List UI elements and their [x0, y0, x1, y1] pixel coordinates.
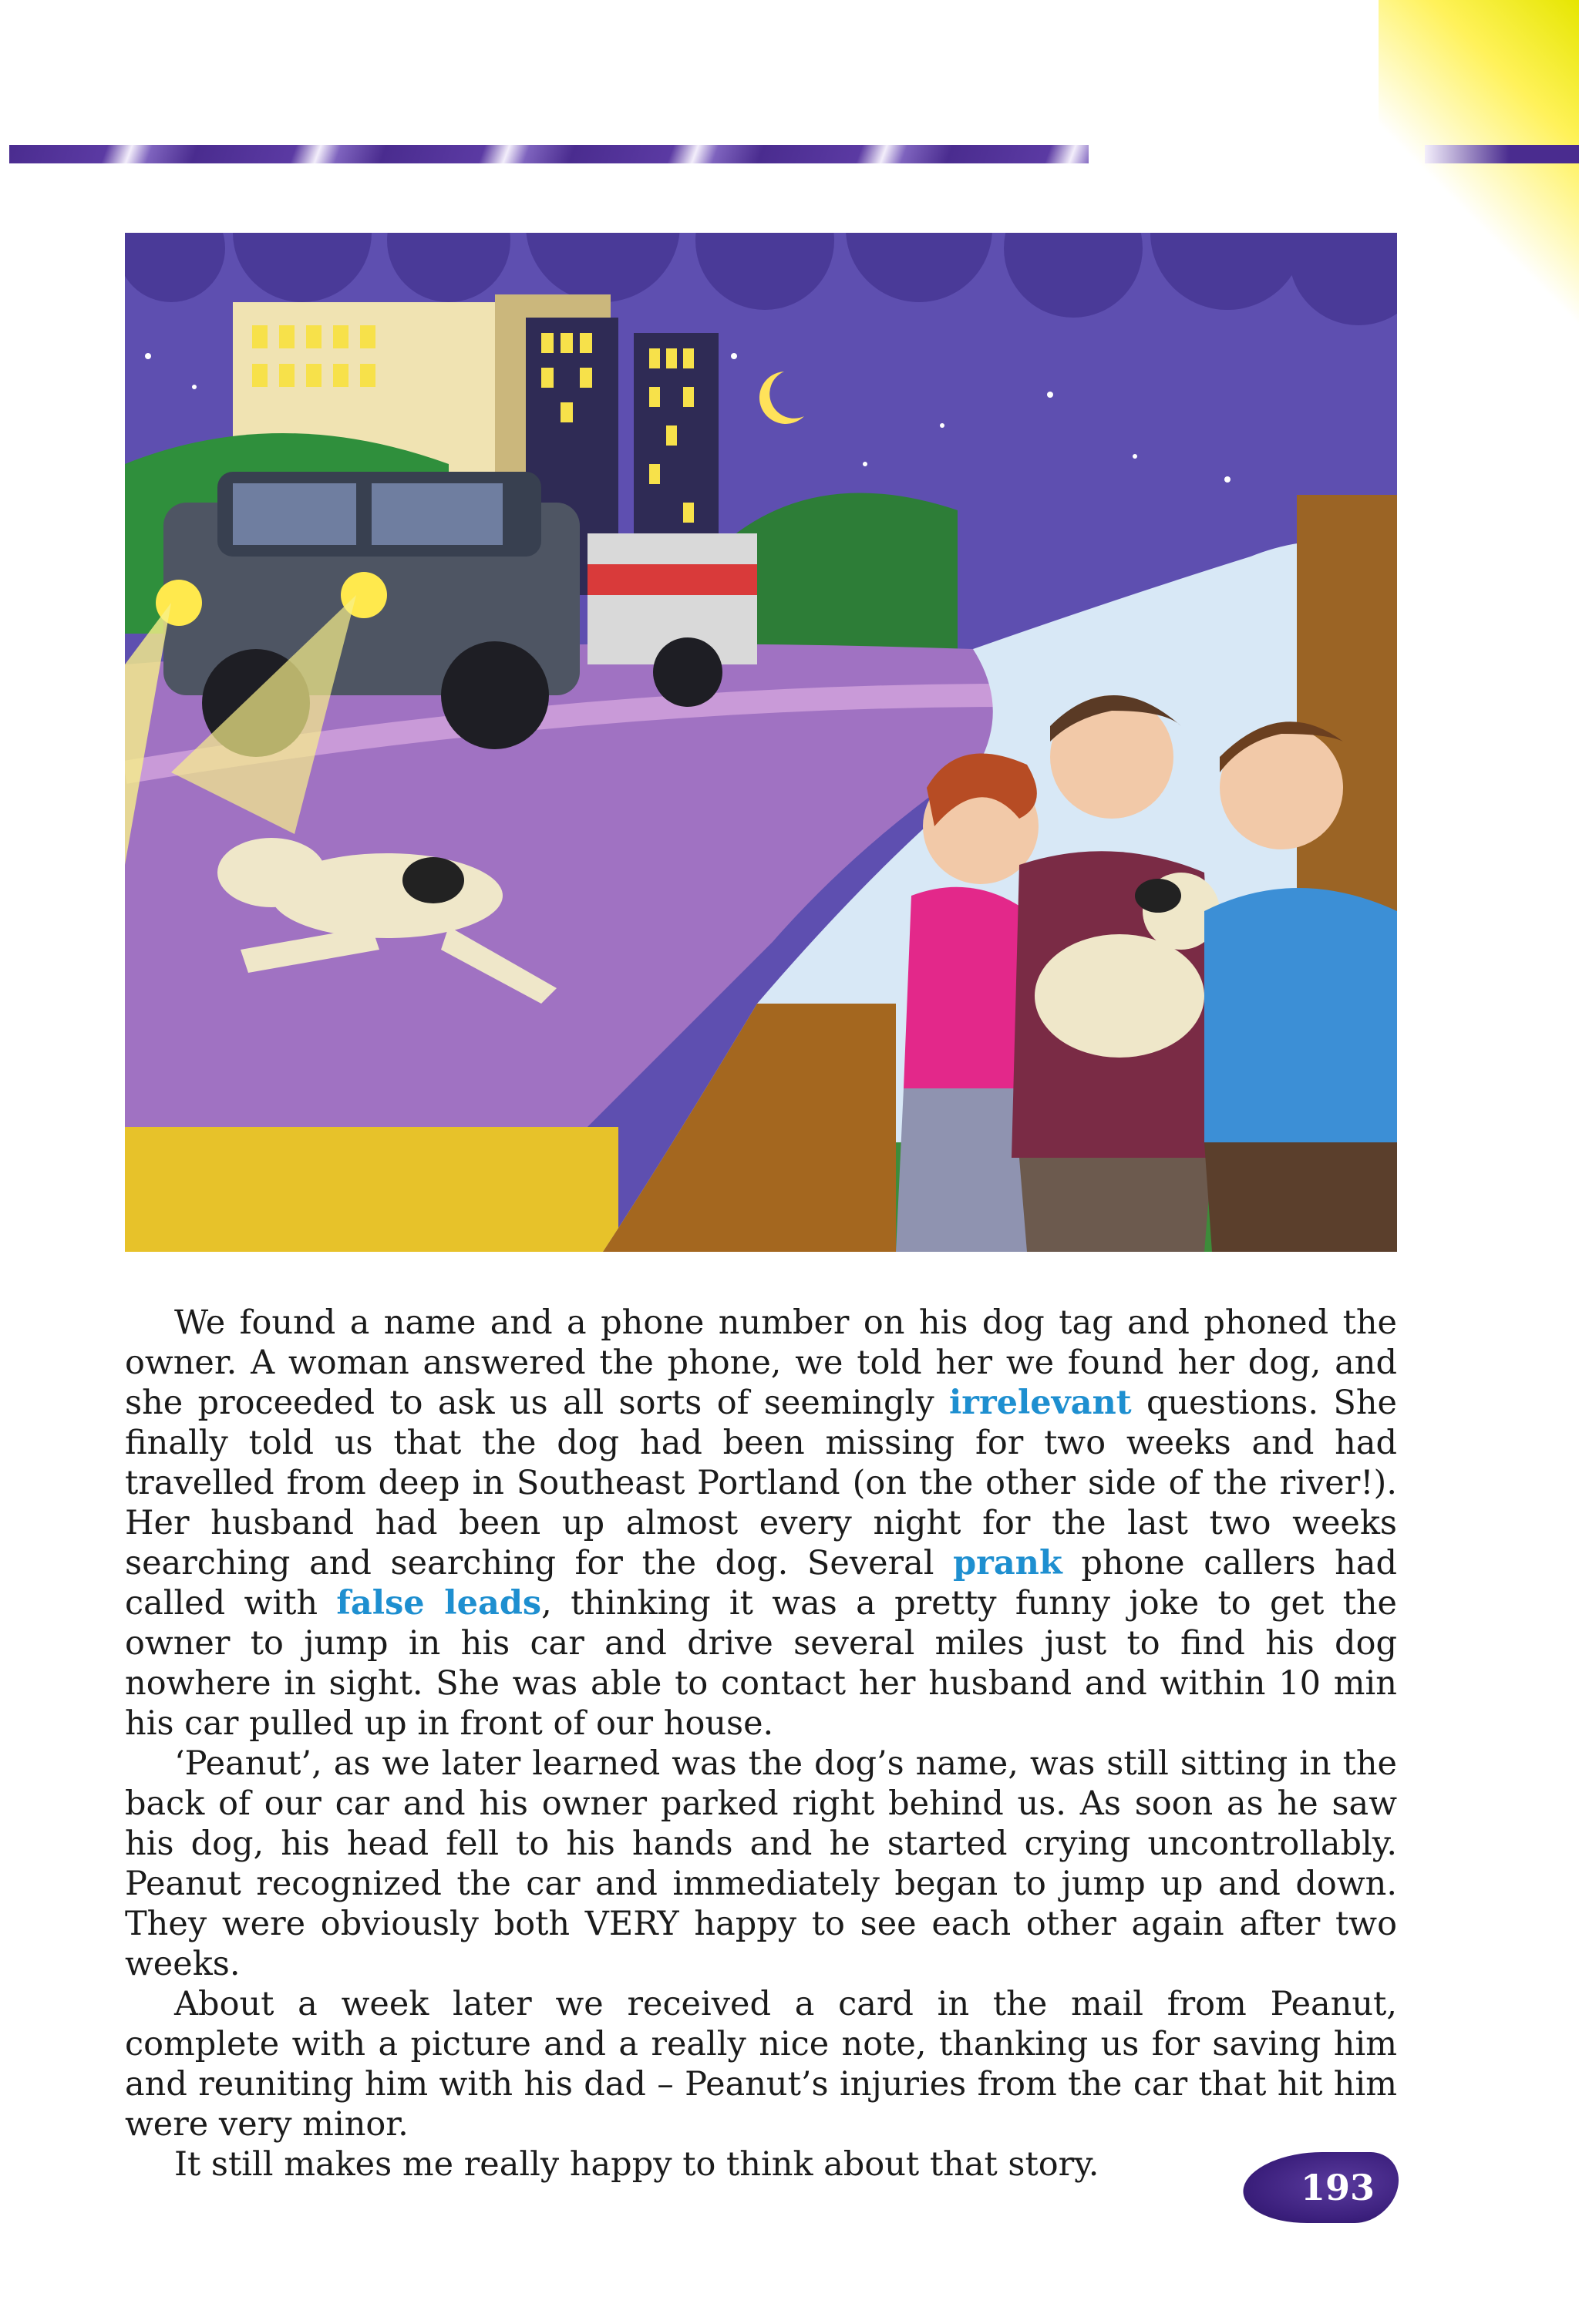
paragraph-text: ‘Peanut’, as we later learned was the dog’s name, was still sitting in the back of our car and his owner parked right behind us. As soon as he saw his dog, his head fell to his hands and he started crying uncontrollably. Peanut recognized the car and immediately began to jump up and down. They were obviously both VERY happy to see each other again after two weeks.	[125, 1744, 1397, 1983]
story-paragraph	[125, 2144, 1397, 2184]
paragraph-text: We found a name and a phone number on his dog tag and phoned the owner. A woman answered the phone, we told her we found her dog, and she proceeded to ask us all sorts of seemingly	[125, 1303, 1397, 1422]
story-text	[125, 1303, 1397, 2184]
paragraph-text: About a week later we received a card in the mail from Peanut, complete with a picture and a really nice note, thanking us for saving him and reuniting him with his dad – Peanut’s injuries from the car that hit him were very minor.	[125, 1985, 1397, 2144]
story-paragraph	[125, 1303, 1397, 1744]
vocabulary-word: prank	[953, 1544, 1062, 1582]
story-paragraph	[125, 1984, 1397, 2144]
story-illustration	[125, 233, 1397, 1252]
page-number: 193	[1300, 2167, 1375, 2208]
paragraph-text: It still makes me really happy to think about that story.	[174, 2145, 1099, 2184]
story-paragraph	[125, 1744, 1397, 1984]
vocabulary-word: irrelevant	[948, 1384, 1132, 1422]
fence-left	[125, 1127, 618, 1252]
vocabulary-word: false leads	[336, 1584, 542, 1623]
paragraph-text: phone callers had called with	[125, 1544, 1397, 1623]
trees	[726, 493, 958, 665]
header-decorative-band-right	[1425, 145, 1579, 163]
header-decorative-band	[9, 145, 1089, 163]
paragraph-text: , thinking it was a pretty funny joke to get the owner to jump in his car and drive several miles just to find his dog nowhere in sight. She was able to contact her husband and within 10 min his car pulled up in front of our house.	[125, 1584, 1398, 1743]
illustration-svg	[125, 233, 1397, 1252]
paragraph-text: questions. She finally told us that the dog had been missing for two weeks and had travelled from deep in Southeast Portland (on the other side of the river!). Her husband had been up almost every night for the last two weeks searching and searching for the dog. Several	[125, 1384, 1397, 1582]
